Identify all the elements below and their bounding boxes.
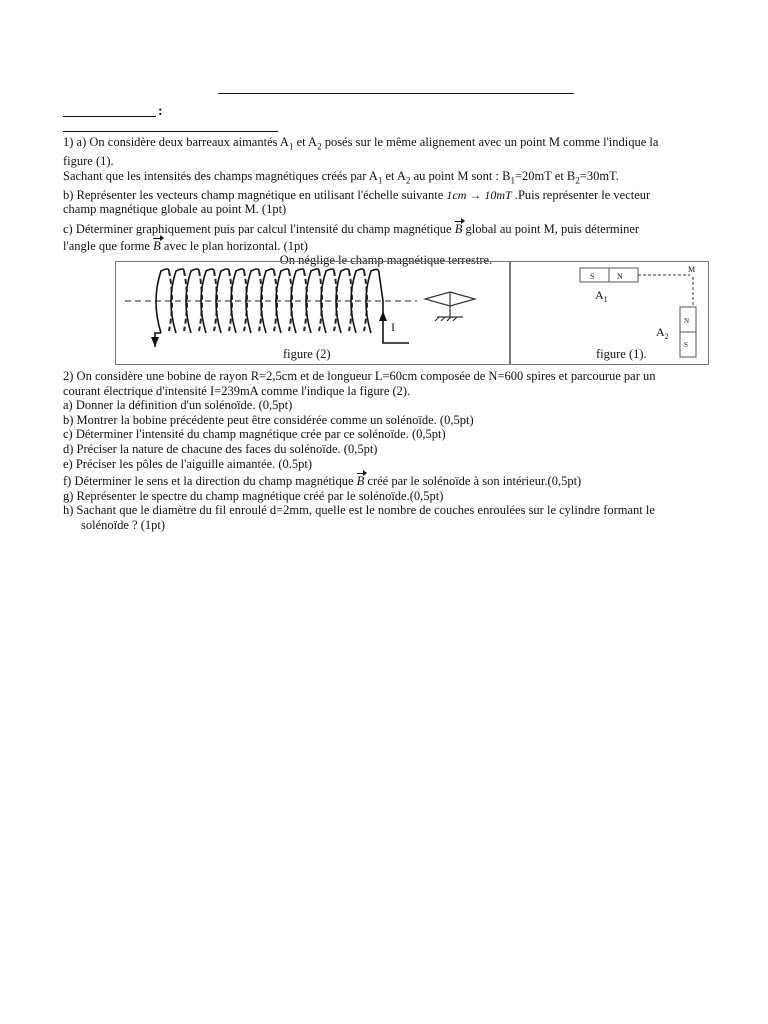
figure-2-caption: figure (2): [283, 347, 331, 361]
q1-c-line1: c) Déterminer graphiquement puis par calcul l'intensité du champ magnétique B global au point M, puis déterminer: [63, 221, 640, 236]
a2-label: $A_2$: [656, 325, 669, 341]
vector-b-symbol: B: [454, 221, 463, 236]
question-2: [63, 369, 728, 533]
q1-a-line1: 1) a) On considère deux barreaux aimantés $A_1$ et $A_2$ posés sur le même alignement avec un point M comme l'indique la: [63, 135, 659, 152]
label-rule: [63, 116, 156, 117]
q2-intro-line1: 2) On considère une bobine de rayon R=2,5cm et de longueur L=60cm composée de N=600 spires et parcourue par un: [63, 369, 656, 383]
magnet-a2-n-pole: N: [684, 317, 690, 325]
q2-b: b) Montrer la bobine précédente peut être considérée comme un solénoïde. (0,5pt): [63, 412, 474, 427]
section-rule: [63, 131, 278, 132]
q2-h-line1: h) Sachant que le diamètre du fil enroulé d=2mm, quelle est le nombre de couches enroulées sur le cylindre formant le: [63, 503, 655, 518]
q1-a-line2: figure (1).: [63, 154, 114, 169]
vector-b-symbol: B: [356, 474, 365, 489]
current-label: I: [391, 320, 395, 334]
q2-intro-line2: courant électrique d'intensité I=239mA comme l'indique la figure (2).: [63, 383, 411, 398]
magnet-a2-s-pole: S: [684, 341, 688, 349]
q2-d: d) Préciser la nature de chacune des faces du solénoïde. (0,5pt): [63, 441, 378, 456]
header-colon: :: [158, 104, 163, 119]
title-rule: [218, 93, 574, 94]
point-m-label: M: [688, 265, 696, 274]
vector-b-symbol: B: [153, 238, 161, 253]
figures-divider: [509, 261, 511, 365]
q2-e: e) Préciser les pôles de l'aiguille aimantée. (0.5pt): [63, 456, 313, 471]
q2-a: a) Donner la définition d'un solénoïde. (0,5pt): [63, 398, 293, 413]
magnet-a1-n-pole: N: [617, 272, 623, 281]
q2-c: c) Déterminer l'intensité du champ magnétique crée par ce solénoïde. (0,5pt): [63, 427, 446, 442]
question-1: [63, 135, 723, 268]
q1-note: On néglige le champ magnétique terrestre.: [279, 253, 493, 268]
compass-needle: [425, 292, 475, 321]
q2-g: g) Représenter le spectre du champ magnétique créé par le solénoïde.(0,5pt): [63, 488, 444, 503]
figure-1-caption: figure (1).: [596, 347, 647, 361]
q2-h-line2: solénoïde ? (1pt): [81, 517, 166, 532]
scale-expression: 1cm → 10mT: [446, 187, 512, 202]
q1-b-line1: b) Représenter les vecteurs champ magnétique en utilisant l'échelle suivante 1cm → 10mT .Puis représenter le vecteur: [63, 187, 651, 202]
a1-label: $A_1$: [595, 288, 608, 304]
q1-sachant: Sachant que les intensités des champs magnétiques créés par $A_1$ et $A_2$ au point M sont : $B_1=20mT$ et $B_2=30mT$.: [63, 168, 619, 186]
q1-c-line2: l'angle que forme B avec le plan horizontal. (1pt): [63, 238, 308, 253]
q1-b-line2: champ magnétique globale au point M. (1pt): [63, 202, 287, 217]
magnet-a1-s-pole: S: [590, 272, 595, 281]
q2-f: f) Déterminer le sens et la direction du champ magnétique B créé par le solénoïde à son intérieur.(0,5pt): [63, 474, 582, 489]
